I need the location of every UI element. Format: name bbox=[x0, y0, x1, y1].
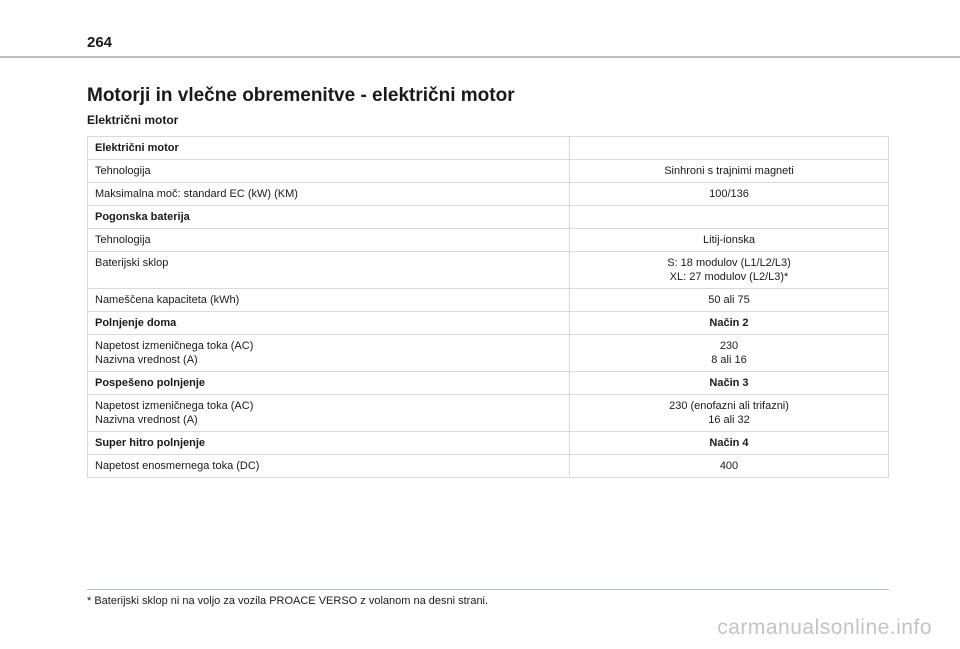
cell-text: Način 4 bbox=[709, 437, 749, 449]
cell-text: 50 ali 75 bbox=[708, 294, 750, 306]
cell-text: 16 ali 32 bbox=[708, 414, 750, 426]
table-cell-value bbox=[570, 432, 889, 455]
table-cell-value bbox=[570, 206, 889, 229]
cell-text: Polnjenje doma bbox=[95, 317, 177, 329]
cell-text: Super hitro polnjenje bbox=[95, 437, 206, 449]
table-cell-value bbox=[570, 229, 889, 252]
table-cell-label bbox=[88, 289, 570, 312]
cell-text: Nameščena kapaciteta (kWh) bbox=[95, 294, 240, 306]
cell-text: Napetost izmeničnega toka (AC) bbox=[95, 340, 254, 352]
page-title: Motorji in vlečne obremenitve - električni motor bbox=[87, 85, 515, 106]
table-cell-label bbox=[88, 137, 570, 160]
table-row bbox=[88, 160, 889, 183]
header-divider bbox=[0, 56, 960, 58]
cell-text: 100/136 bbox=[709, 188, 749, 200]
footnote: * Baterijski sklop ni na voljo za vozila PROACE VERSO z volanom na desni strani. bbox=[87, 595, 489, 607]
cell-text: Način 3 bbox=[709, 377, 749, 389]
table-cell-label bbox=[88, 252, 570, 289]
table-cell-value bbox=[570, 160, 889, 183]
cell-text: 400 bbox=[719, 460, 739, 472]
cell-text: Napetost enosmernega toka (DC) bbox=[95, 460, 260, 472]
table-cell-label bbox=[88, 395, 570, 432]
cell-text: Električni motor bbox=[95, 142, 179, 154]
cell-text: Nazivna vrednost (A) bbox=[95, 414, 198, 426]
table-row bbox=[88, 455, 889, 478]
table-cell-label bbox=[88, 455, 570, 478]
table-cell-label bbox=[88, 206, 570, 229]
table-section-header-row bbox=[88, 312, 889, 335]
section-subtitle: Električni motor bbox=[87, 113, 179, 127]
table-cell-value bbox=[570, 395, 889, 432]
table-cell-label bbox=[88, 335, 570, 372]
table-cell-label bbox=[88, 229, 570, 252]
cell-text: Napetost izmeničnega toka (AC) bbox=[95, 400, 254, 412]
table-row bbox=[88, 395, 889, 432]
cell-text: Baterijski sklop bbox=[95, 257, 169, 269]
table-row bbox=[88, 289, 889, 312]
spec-table bbox=[87, 136, 889, 478]
cell-text: Pospešeno polnjenje bbox=[95, 377, 206, 389]
cell-text: S: 18 modulov (L1/L2/L3) bbox=[667, 257, 791, 269]
cell-text: 230 (enofazni ali trifazni) bbox=[669, 400, 789, 412]
table-row bbox=[88, 335, 889, 372]
cell-text: Sinhroni s trajnimi magneti bbox=[664, 165, 794, 177]
table-cell-label bbox=[88, 312, 570, 335]
cell-text: Tehnologija bbox=[95, 165, 151, 177]
cell-text: 8 ali 16 bbox=[711, 354, 747, 366]
cell-text: XL: 27 modulov (L2/L3)* bbox=[669, 271, 789, 283]
table-row bbox=[88, 252, 889, 289]
cell-text: Pogonska baterija bbox=[95, 211, 190, 223]
cell-text: Način 2 bbox=[709, 317, 749, 329]
table-cell-value bbox=[570, 252, 889, 289]
table-row bbox=[88, 183, 889, 206]
table-cell-value bbox=[570, 335, 889, 372]
page-number: 264 bbox=[87, 34, 113, 51]
table-cell-value bbox=[570, 289, 889, 312]
table-cell-label bbox=[88, 372, 570, 395]
table-cell-label bbox=[88, 160, 570, 183]
table-section-header-row bbox=[88, 432, 889, 455]
table-section-header-row bbox=[88, 137, 889, 160]
table-cell-value bbox=[570, 312, 889, 335]
footnote-divider bbox=[87, 589, 889, 590]
watermark: carmanualsonline.info bbox=[717, 616, 932, 639]
cell-text: Litij-ionska bbox=[703, 234, 755, 246]
table-cell-value bbox=[570, 137, 889, 160]
table-cell-value bbox=[570, 455, 889, 478]
cell-text: Nazivna vrednost (A) bbox=[95, 354, 198, 366]
table-cell-value bbox=[570, 372, 889, 395]
table-cell-label bbox=[88, 432, 570, 455]
table-section-header-row bbox=[88, 206, 889, 229]
table-row bbox=[88, 229, 889, 252]
cell-text: Maksimalna moč: standard EC (kW) (KM) bbox=[95, 188, 298, 200]
table-cell-value bbox=[570, 183, 889, 206]
cell-text: Tehnologija bbox=[95, 234, 151, 246]
cell-text: 230 bbox=[719, 340, 739, 352]
table-cell-label bbox=[88, 183, 570, 206]
table-section-header-row bbox=[88, 372, 889, 395]
